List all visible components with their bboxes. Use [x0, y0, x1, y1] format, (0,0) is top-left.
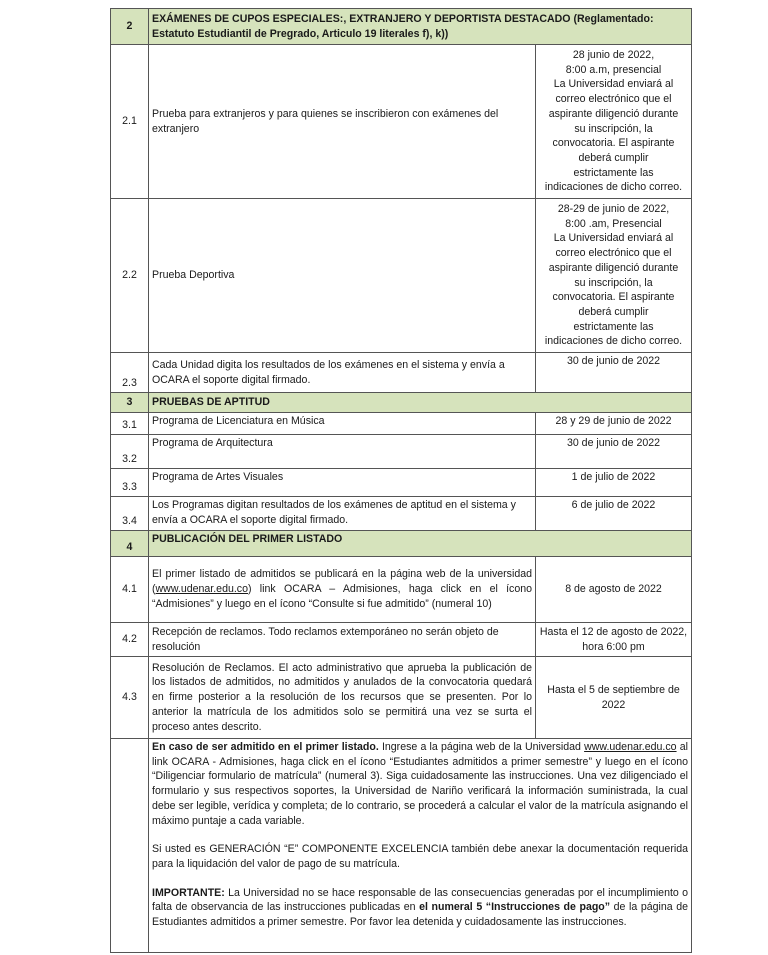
section-header [111, 393, 692, 413]
table-row [111, 657, 692, 739]
table-row [111, 497, 692, 531]
row-date: 30 de junio de 2022 [536, 435, 692, 469]
row-activity: Cada Unidad digita los resultados de los exámenes en el sistema y envía a OCARA el soporte digital firmado. [149, 353, 536, 393]
admission-note [149, 739, 692, 953]
row-date: 8 de agosto de 2022 [536, 557, 692, 623]
row-number: 4.3 [111, 657, 149, 739]
website-link[interactable]: www.udenar.edu.co [584, 741, 677, 753]
section-header [111, 531, 692, 557]
row-activity: Prueba Deportiva [149, 199, 536, 353]
section-number: 2 [111, 9, 149, 45]
row-number: 4.1 [111, 557, 149, 623]
row-activity: Resolución de Reclamos. El acto administrativo que aprueba la publicación de los listados de admitidos, no admitidos y anulados de la convocatoria quedará en firme posterior a la resolución de los recursos que se presenten. Por lo anterior la matrícula de los admitidos solo se permitirá una vez se surta el proceso antes descrito. [149, 657, 536, 739]
section-title: EXÁMENES DE CUPOS ESPECIALES:, EXTRANJERO Y DEPORTISTA DESTACADO (Reglamentado: Estatuto Estudiantil de Pregrado, Articulo 19 literales f), k)) [149, 9, 692, 45]
table-row [111, 623, 692, 657]
table-row [111, 469, 692, 497]
row-date: 30 de junio de 2022 [536, 353, 692, 393]
section-number: 3 [111, 393, 149, 413]
row-activity: Recepción de reclamos. Todo reclamos extemporáneo no serán objeto de resolución [149, 623, 536, 657]
note-paragraph: Si usted es GENERACIÓN “E” COMPONENTE EXCELENCIA también debe anexar la documentación requerida para la liquidación del valor de pago de su matrícula. [152, 843, 688, 870]
section-title: PUBLICACIÓN DEL PRIMER LISTADO [149, 531, 692, 557]
row-activity: Programa de Licenciatura en Música [149, 413, 536, 435]
row-date: Hasta el 5 de septiembre de 2022 [536, 657, 692, 739]
row-date: 28 y 29 de junio de 2022 [536, 413, 692, 435]
row-date: Hasta el 12 de agosto de 2022, hora 6:00 pm [536, 623, 692, 657]
table-row [111, 557, 692, 623]
row-date: 28 junio de 2022, 8:00 a.m, presencial La Universidad enviará al correo electrónico que el aspirante diligenció durante su inscripción, la convocatoria. El aspirante deberá cumplir estrictamente las indicaciones de dicho correo. [536, 45, 692, 199]
section-header [111, 9, 692, 45]
row-date: 28-29 de junio de 2022, 8:00 .am, Presencial La Universidad enviará al correo electrónico que el aspirante diligenció durante su inscripción, la convocatoria. El aspirante deberá cumplir estrictamente las indicaciones de dicho correo. [536, 199, 692, 353]
row-number: 3.2 [111, 435, 149, 469]
row-activity: Prueba para extranjeros y para quienes se inscribieron con exámenes del extranjero [149, 45, 536, 199]
schedule-table [110, 8, 692, 953]
note-paragraph: IMPORTANTE: La Universidad no se hace responsable de las consecuencias generadas por el incumplimiento o falta de observancia de las instrucciones publicadas en el numeral 5 “Instrucciones de pago” de la página de Estudiantes admitidos a primer semestre. Por favor lea detenida y cuidadosamente las instrucciones. [152, 886, 689, 929]
row-number: 3.4 [111, 497, 149, 531]
row-date: 1 de julio de 2022 [536, 469, 692, 497]
table-row [111, 413, 692, 435]
website-link[interactable]: www.udenar.edu.co [155, 583, 248, 596]
table-row [111, 435, 692, 469]
section-title: PRUEBAS DE APTITUD [149, 393, 692, 413]
section-number: 4 [111, 531, 149, 557]
note-number-cell [111, 739, 149, 953]
row-number: 2.1 [111, 45, 149, 199]
row-number: 2.2 [111, 199, 149, 353]
row-activity: Programa de Arquitectura [149, 435, 536, 469]
table-row [111, 45, 692, 199]
table-row [111, 199, 692, 353]
row-number: 3.3 [111, 469, 149, 497]
row-number: 2.3 [111, 353, 149, 393]
row-activity: El primer listado de admitidos se publicará en la página web de la universidad (www.udenar.edu.co) link OCARA – Admisiones, haga click en el ícono “Admisiones” y luego en el ícono “Consulte si fue admitido” (numeral 10) [149, 557, 536, 623]
row-number: 4.2 [111, 623, 149, 657]
row-activity: Los Programas digitan resultados de los exámenes de aptitud en el sistema y envía a OCARA el soporte digital firmado. [149, 497, 536, 531]
note-row [111, 739, 692, 953]
row-date: 6 de julio de 2022 [536, 497, 692, 531]
row-number: 3.1 [111, 413, 149, 435]
table-row [111, 353, 692, 393]
row-activity: Programa de Artes Visuales [149, 469, 536, 497]
note-paragraph: En caso de ser admitido en el primer listado. Ingrese a la página web de la Universidad www.udenar.edu.co al link OCARA - Admisiones, haga click en el ícono “Estudiantes admitidos a primer semestre” y luego en el ícono “Diligenciar formulario de matrícula” (numeral 3). Siga cuidadosamente las instrucciones. Una vez diligenciado el formulario y sus respectivos soportes, la Universidad de Nariño verificará la información suministrada, la cual debe ser legible, verídica y completa; de lo contrario, se procederá a calcular el valor de la matrícula asignando el máximo puntaje a cada variable. [152, 741, 688, 827]
